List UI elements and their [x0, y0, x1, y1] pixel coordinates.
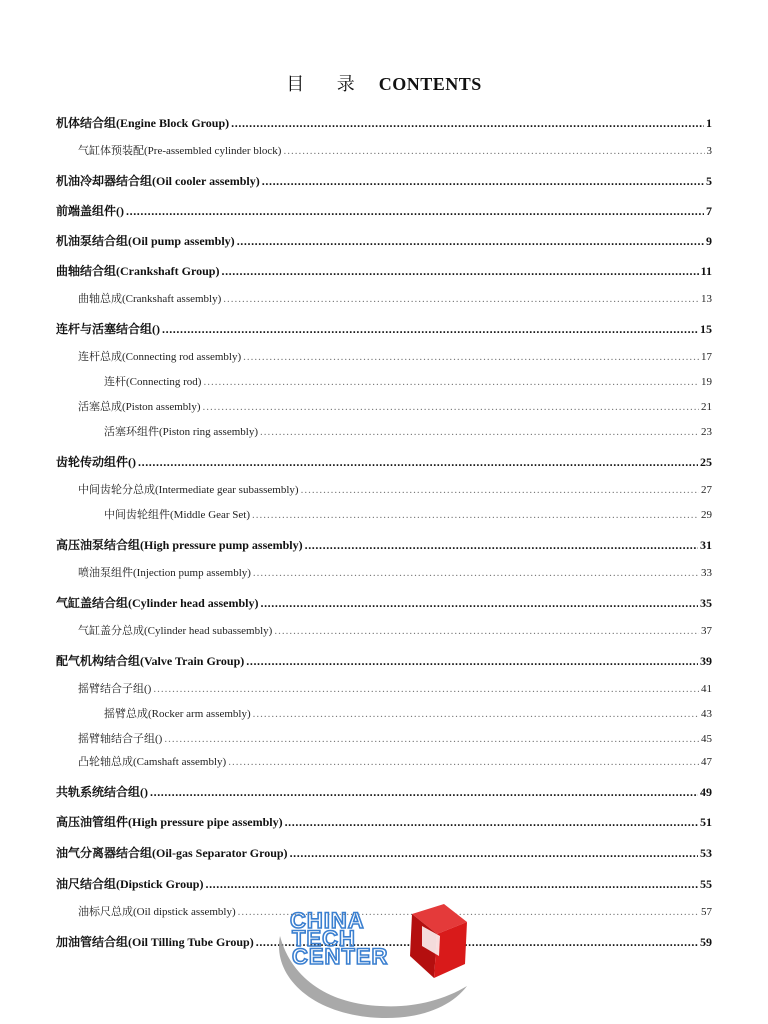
- toc-entry[interactable]: [78, 291, 712, 307]
- toc-entry[interactable]: [56, 233, 712, 249]
- toc-leader-dots: [231, 115, 704, 131]
- toc-entry[interactable]: [56, 845, 712, 861]
- toc-entry-label: 活塞环组件(Piston ring assembly): [104, 426, 258, 438]
- toc-page-number: 57: [701, 906, 712, 918]
- toc-leader-dots: [260, 424, 699, 440]
- toc-page-number: 31: [700, 538, 712, 552]
- toc-page-number: 7: [706, 204, 712, 218]
- toc-entry[interactable]: [78, 754, 712, 770]
- toc-page-number: 55: [700, 877, 712, 891]
- toc-leader-dots: [228, 754, 699, 770]
- toc-leader-dots: [205, 876, 698, 892]
- toc-entry-label: 油尺结合组(Dipstick Group): [56, 877, 204, 891]
- toc-entry[interactable]: [104, 507, 712, 523]
- toc-entry-label: 油标尺总成(Oil dipstick assembly): [78, 906, 236, 918]
- toc-entry-label: 摇臂总成(Rocker arm assembly): [104, 708, 251, 720]
- toc-page-number: 5: [706, 174, 712, 188]
- toc-leader-dots: [253, 565, 699, 581]
- toc-page-number: 53: [700, 846, 712, 860]
- toc-entry-label: 连杆总成(Connecting rod assembly): [78, 351, 242, 363]
- toc-page-number: 19: [701, 376, 712, 388]
- toc-entry-label: 高压油管组件(High pressure pipe assembly): [56, 815, 283, 829]
- toc-page-number: 23: [701, 426, 712, 438]
- page-title: [0, 70, 768, 96]
- toc-entry-label: 气缸盖分总成(Cylinder head subassembly): [78, 625, 273, 637]
- toc-entry[interactable]: [78, 143, 712, 159]
- toc-entry[interactable]: [56, 784, 712, 800]
- toc-leader-dots: [162, 321, 698, 337]
- title-english: CONTENTS: [378, 74, 482, 94]
- toc-entry-label: 配气机构结合组(Valve Train Group): [56, 654, 245, 668]
- toc-entry[interactable]: [56, 876, 712, 892]
- toc-entry[interactable]: [78, 623, 712, 639]
- toc-entry[interactable]: [56, 537, 712, 553]
- toc-leader-dots: [237, 233, 704, 249]
- logo-text-line2: TECH: [292, 926, 356, 951]
- toc-leader-dots: [203, 399, 699, 415]
- toc-page-number: 1: [706, 116, 712, 130]
- toc-page-number: 37: [701, 625, 712, 637]
- toc-entry-label: 曲轴总成(Crankshaft assembly): [78, 293, 222, 305]
- toc-entry[interactable]: [78, 349, 712, 365]
- toc-page-number: 33: [701, 567, 712, 579]
- toc-leader-dots: [246, 653, 698, 669]
- toc-leader-dots: [305, 537, 698, 553]
- toc-entry[interactable]: [104, 706, 712, 722]
- toc-entry[interactable]: [78, 482, 712, 498]
- toc-leader-dots: [274, 623, 699, 639]
- toc-entry[interactable]: [78, 565, 712, 581]
- toc-page-number: 47: [701, 756, 712, 768]
- toc-entry-label: 机油泵结合组(Oil pump assembly): [56, 234, 235, 248]
- toc-page-number: 3: [706, 145, 712, 157]
- toc-entry-label: 活塞总成(Piston assembly): [78, 401, 201, 413]
- toc-leader-dots: [283, 143, 704, 159]
- toc-entry-label: 机油冷却器结合组(Oil cooler assembly): [56, 174, 260, 188]
- logo-cube-shape: [410, 904, 467, 978]
- toc-page-number: 41: [701, 683, 712, 695]
- toc-entry[interactable]: [56, 173, 712, 189]
- toc-entry-label: 摇臂结合子组(): [78, 683, 152, 695]
- toc-entry-label: 连杆(Connecting rod): [104, 376, 202, 388]
- toc-entry-label: 曲轴结合组(Crankshaft Group): [56, 264, 220, 278]
- toc-entry[interactable]: [56, 814, 712, 830]
- toc-entry-label: 连杆与活塞结合组(): [56, 322, 160, 336]
- toc-entry-label: 气缸体预装配(Pre-assembled cylinder block): [78, 145, 282, 157]
- toc-entry[interactable]: [104, 424, 712, 440]
- toc-leader-dots: [290, 845, 698, 861]
- toc-leader-dots: [260, 595, 698, 611]
- toc-page-number: 27: [701, 484, 712, 496]
- toc-leader-dots: [243, 349, 699, 365]
- toc-leader-dots: [285, 814, 698, 830]
- toc-leader-dots: [301, 482, 699, 498]
- toc-entry-label: 高压油泵结合组(High pressure pump assembly): [56, 538, 303, 552]
- toc-page-number: 17: [701, 351, 712, 363]
- toc-leader-dots: [150, 784, 698, 800]
- title-chinese: 目 录: [286, 74, 369, 94]
- toc-entry[interactable]: [56, 203, 712, 219]
- toc-entry[interactable]: [78, 399, 712, 415]
- toc-entry[interactable]: [56, 263, 712, 279]
- toc-page-number: 9: [706, 234, 712, 248]
- logo-text-line1: CHINA: [290, 908, 365, 933]
- toc-leader-dots: [126, 203, 704, 219]
- toc-entry[interactable]: [56, 454, 712, 470]
- toc-page-number: 25: [700, 455, 712, 469]
- toc-page-number: 21: [701, 401, 712, 413]
- toc-entry-label: 共轨系统结合组(): [56, 785, 148, 799]
- toc-page-number: 45: [701, 733, 712, 745]
- toc-entry[interactable]: [56, 321, 712, 337]
- toc-entry-label: 机体结合组(Engine Block Group): [56, 116, 230, 130]
- toc-page-number: 29: [701, 509, 712, 521]
- toc-entry-label: 气缸盖结合组(Cylinder head assembly): [56, 596, 259, 610]
- toc-entry-label: 凸轮轴总成(Camshaft assembly): [78, 756, 227, 768]
- toc-leader-dots: [138, 454, 698, 470]
- toc-leader-dots: [223, 291, 699, 307]
- toc-entry[interactable]: [78, 681, 712, 697]
- toc-page-number: 39: [700, 654, 712, 668]
- toc-page-number: 13: [701, 293, 712, 305]
- china-tech-center-logo: [262, 896, 482, 1024]
- toc-leader-dots: [253, 706, 699, 722]
- toc-entry[interactable]: [56, 595, 712, 611]
- toc-entry-label: 中间齿轮组件(Middle Gear Set): [104, 509, 251, 521]
- toc-page-number: 43: [701, 708, 712, 720]
- toc-page-number: 51: [700, 815, 712, 829]
- toc-leader-dots: [221, 263, 698, 279]
- toc-entry-label: 前端盖组件(): [56, 204, 124, 218]
- toc-leader-dots: [153, 681, 699, 697]
- toc-entry[interactable]: [104, 374, 712, 390]
- toc-page-number: 11: [700, 264, 712, 278]
- toc-page-number: 49: [700, 785, 712, 799]
- toc-entry[interactable]: [56, 653, 712, 669]
- logo-text-line3: CENTER: [292, 944, 389, 969]
- toc-page-number: 59: [700, 935, 712, 949]
- toc-leader-dots: [252, 507, 699, 523]
- toc-entry-label: 喷油泵组件(Injection pump assembly): [78, 567, 251, 579]
- toc-page-number: 15: [700, 322, 712, 336]
- toc-page-number: 35: [700, 596, 712, 610]
- toc-leader-dots: [262, 173, 704, 189]
- toc-entry-label: 油气分离器结合组(Oil-gas Separator Group): [56, 846, 288, 860]
- toc-entry-label: 中间齿轮分总成(Intermediate gear subassembly): [78, 484, 299, 496]
- toc-leader-dots: [203, 374, 699, 390]
- toc-entry-label: 加油管结合组(Oil Tilling Tube Group): [56, 935, 254, 949]
- toc-leader-dots: [164, 731, 699, 747]
- toc-entry-label: 齿轮传动组件(): [56, 455, 136, 469]
- toc-entry-label: 摇臂轴结合子组(): [78, 733, 163, 745]
- toc-entry[interactable]: [78, 731, 712, 747]
- toc-entry[interactable]: [56, 115, 712, 131]
